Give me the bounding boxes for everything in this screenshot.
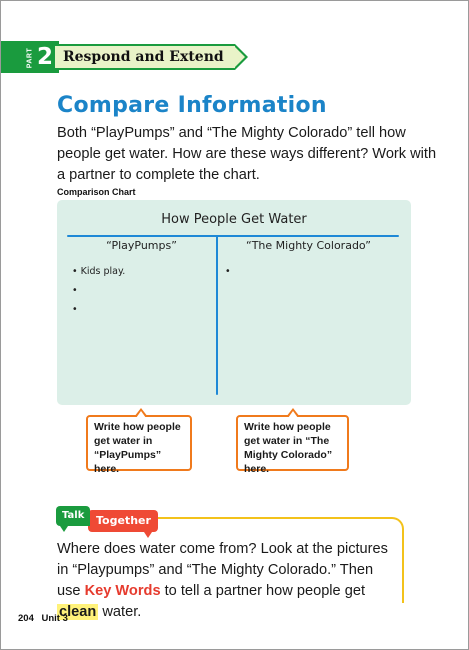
part-word: PART [26,47,34,69]
part-title: Respond and Extend [63,49,224,65]
talk-together-text [57,539,397,623]
together-bubble: Together [88,510,158,532]
page-number: 204 [18,613,34,624]
talk-text-part: to tell a partner how people get [160,583,366,599]
part-number: 2 [37,44,54,70]
column-header-playpumps: “PlayPumps” [106,239,177,252]
chart-column-divider [216,235,218,395]
column-header-mighty-colorado: “The Mighty Colorado” [246,239,371,252]
callout-pointer-fill [136,411,146,418]
bullet-item: • [225,266,231,277]
chart-title: How People Get Water [161,212,307,227]
part-tab [1,41,59,73]
callout-text: Write how people get water in “The Mighty Colorado” here. [244,421,333,475]
callout-text: Write how people get water in “PlayPumps” here. [94,421,181,475]
chart-label: Comparison Chart [57,187,136,197]
key-words-link: Key Words [84,583,161,599]
page-heading: Compare Information [57,93,327,118]
talk-text-part: Where does water come from? Look at the pictures in “Playpumps” and “The Mighty Colorado.” Then use [57,541,388,599]
bullet-item: • [72,285,78,296]
callout-mighty-colorado [236,415,349,475]
playpumps-bullet-list [72,264,125,321]
callout-playpumps [86,415,192,475]
part-banner [1,41,246,73]
bullet-item: • Kids play. [72,266,126,277]
callout-pointer-fill [288,411,298,418]
part-title-box [53,44,235,70]
intro-text: Both “PlayPumps” and “The Mighty Colorado” tell how people get water. How are these ways different? Work with a partner to complete the chart. [57,125,437,183]
comparison-chart [57,200,411,405]
highlighted-word: clean [59,604,97,620]
talk-text-part: water. [98,604,142,620]
page-footer [18,613,68,624]
bullet-item: • [72,304,78,315]
mighty-colorado-bullet-list [225,264,231,283]
talk-bubble: Talk [56,506,90,526]
chart-top-rule [67,235,399,237]
unit-label: Unit 3 [41,613,68,624]
